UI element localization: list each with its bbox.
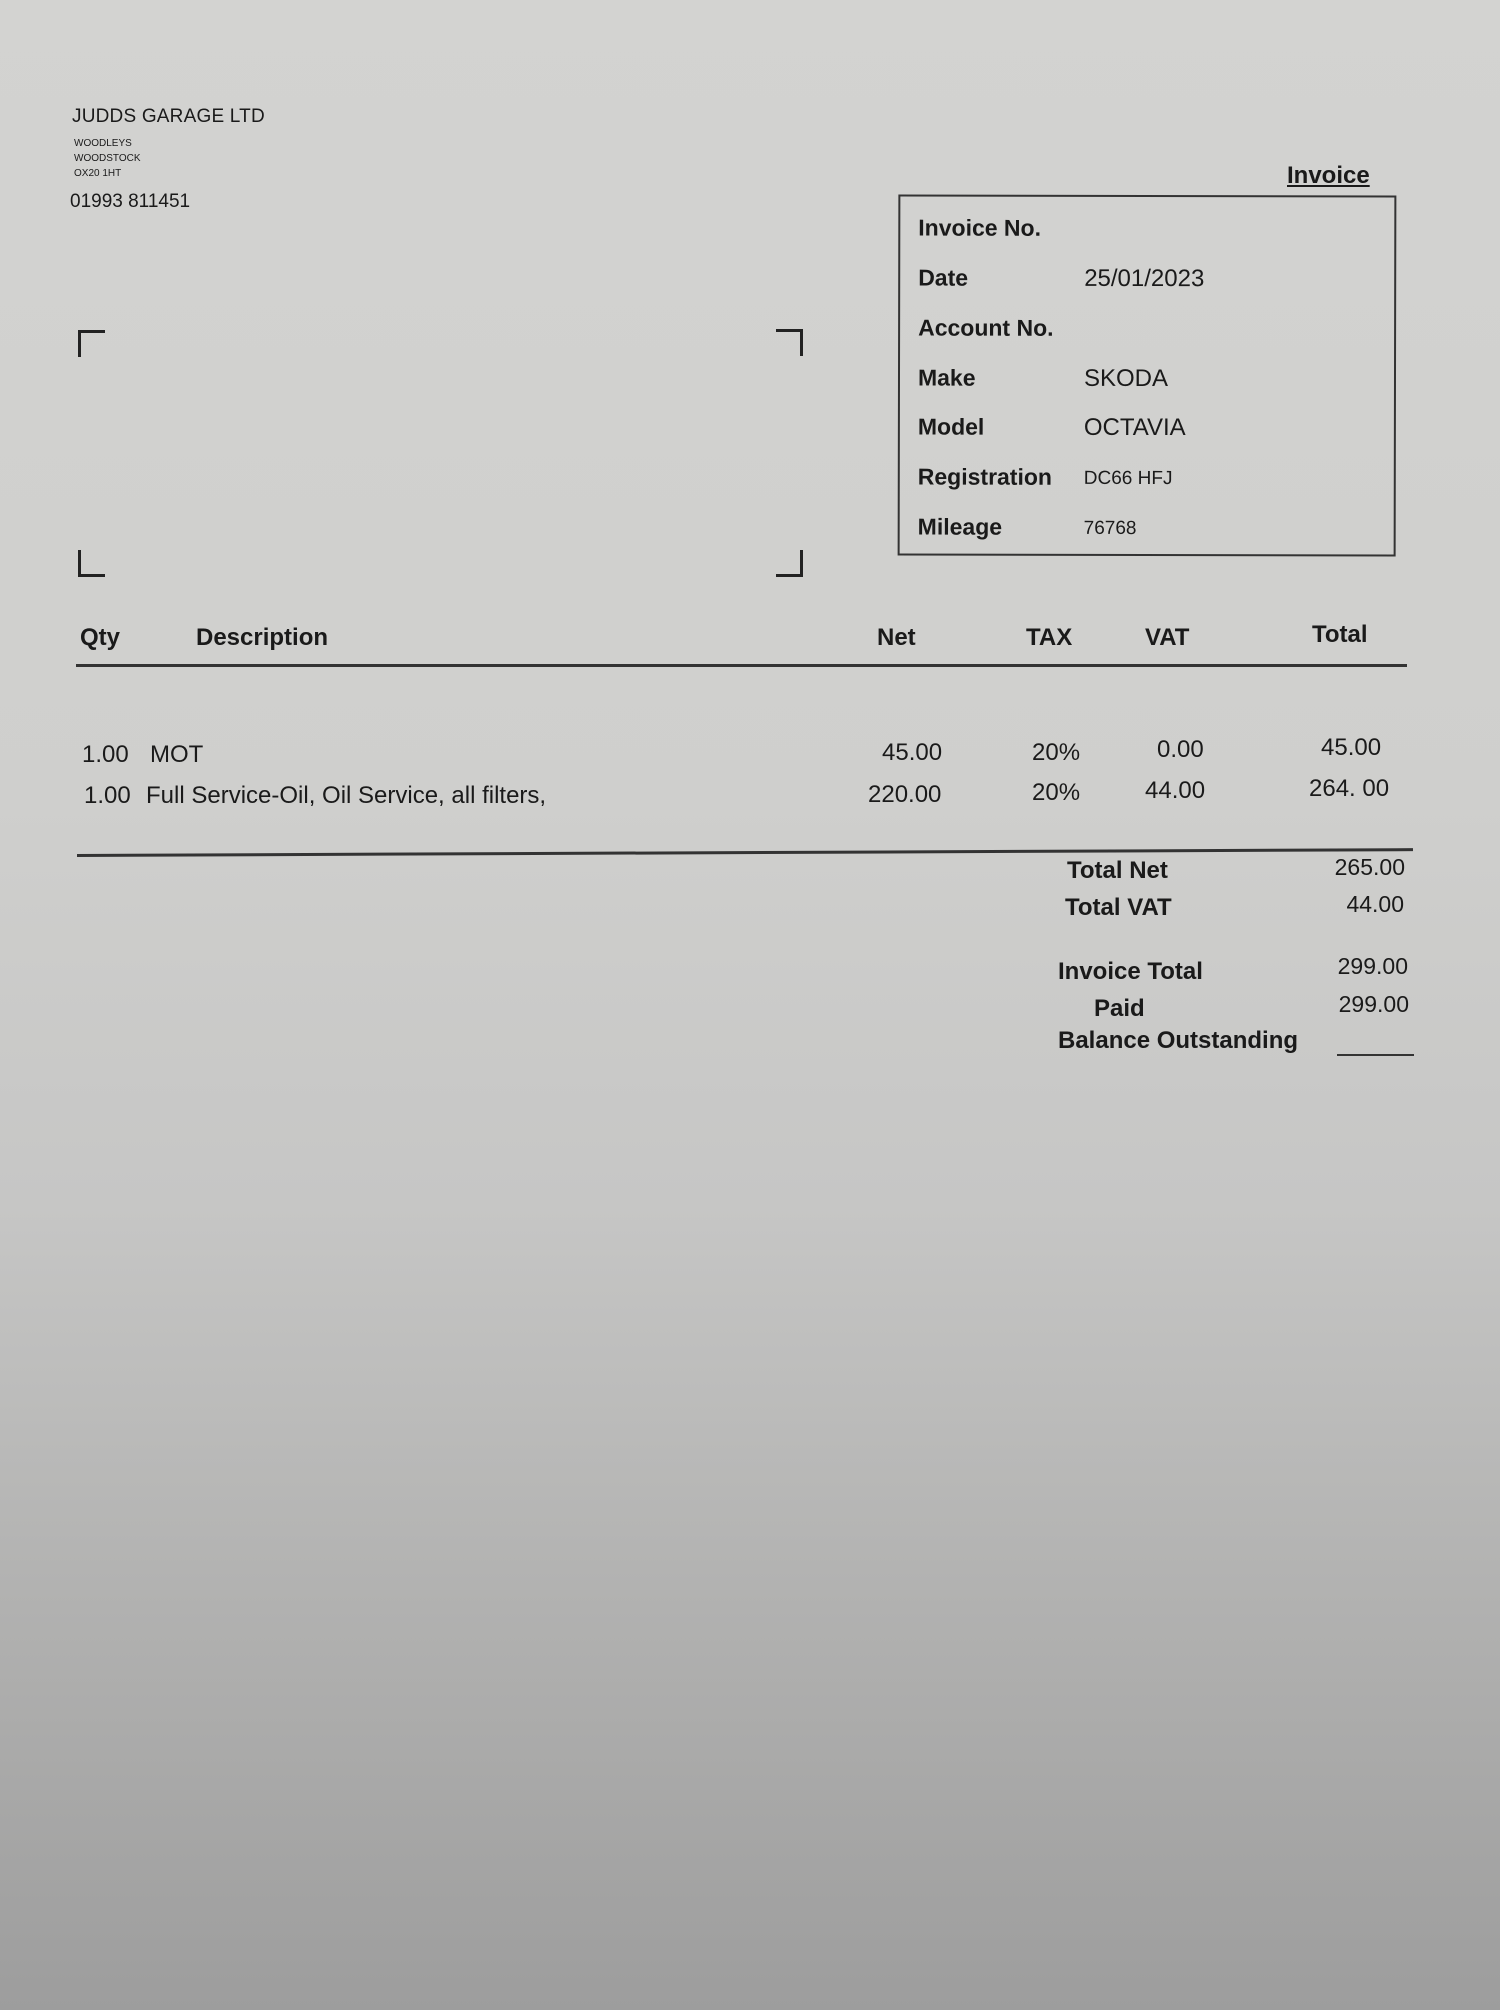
total-vat-value: 44.00 <box>1346 891 1404 917</box>
column-header-description: Description <box>196 624 329 651</box>
address-line-3: OX20 1HT <box>74 168 122 179</box>
total-vat-label: Total VAT <box>1065 894 1172 921</box>
info-value-model: OCTAVIA <box>1083 413 1186 442</box>
line-total: 45.00 <box>1321 734 1382 761</box>
company-phone: 01993 811451 <box>70 191 191 212</box>
column-header-vat: VAT <box>1145 624 1190 651</box>
line-tax: 20% <box>1032 779 1081 806</box>
line-description: Full Service-Oil, Oil Service, all filters, <box>146 782 547 809</box>
line-tax: 20% <box>1032 739 1081 766</box>
address-window-corner-bottom-right <box>776 550 803 577</box>
column-header-tax: TAX <box>1026 624 1073 651</box>
line-description: MOT <box>150 741 204 768</box>
line-total: 264. 00 <box>1309 775 1390 802</box>
line-qty: 1.00 <box>84 782 131 809</box>
line-qty: 1.00 <box>82 741 129 768</box>
document-title: Invoice <box>1287 162 1370 189</box>
column-header-net: Net <box>877 624 916 651</box>
address-window-corner-bottom-left <box>78 550 105 577</box>
balance-blank-line <box>1337 1054 1414 1056</box>
company-name: JUDDS GARAGE LTD <box>72 106 265 127</box>
address-line-2: WOODSTOCK <box>74 153 141 164</box>
column-header-total: Total <box>1312 621 1368 648</box>
line-net: 220.00 <box>868 781 942 808</box>
items-bottom-rule <box>77 848 1413 857</box>
header-rule <box>76 664 1407 667</box>
paid-value: 299.00 <box>1338 991 1409 1017</box>
info-value-make: SKODA <box>1083 364 1169 393</box>
info-label-model: Model <box>917 413 985 440</box>
line-vat: 44.00 <box>1145 777 1206 804</box>
info-label-mileage: Mileage <box>917 513 1003 540</box>
address-window-corner-top-left <box>78 330 105 357</box>
line-vat: 0.00 <box>1157 736 1204 763</box>
info-label-date: Date <box>918 264 969 291</box>
address-window-corner-top-right <box>776 329 803 356</box>
paid-label: Paid <box>1094 995 1145 1022</box>
info-label-registration: Registration <box>917 463 1053 490</box>
total-net-value: 265.00 <box>1334 854 1405 880</box>
total-net-label: Total Net <box>1067 857 1168 884</box>
invoice-info-box <box>898 194 1397 556</box>
column-header-qty: Qty <box>80 624 121 651</box>
invoice-total-value: 299.00 <box>1337 953 1408 979</box>
info-label-invoice-no: Invoice No. <box>918 214 1042 241</box>
balance-outstanding-label: Balance Outstanding <box>1058 1027 1299 1054</box>
info-value-date: 25/01/2023 <box>1084 264 1205 293</box>
info-value-mileage: 76768 <box>1083 517 1137 539</box>
info-label-make: Make <box>917 364 976 391</box>
address-line-1: WOODLEYS <box>74 138 132 149</box>
line-net: 45.00 <box>882 739 943 766</box>
info-value-registration: DC66 HFJ <box>1083 467 1173 490</box>
invoice-total-label: Invoice Total <box>1058 958 1203 985</box>
info-label-account-no: Account No. <box>918 314 1054 341</box>
